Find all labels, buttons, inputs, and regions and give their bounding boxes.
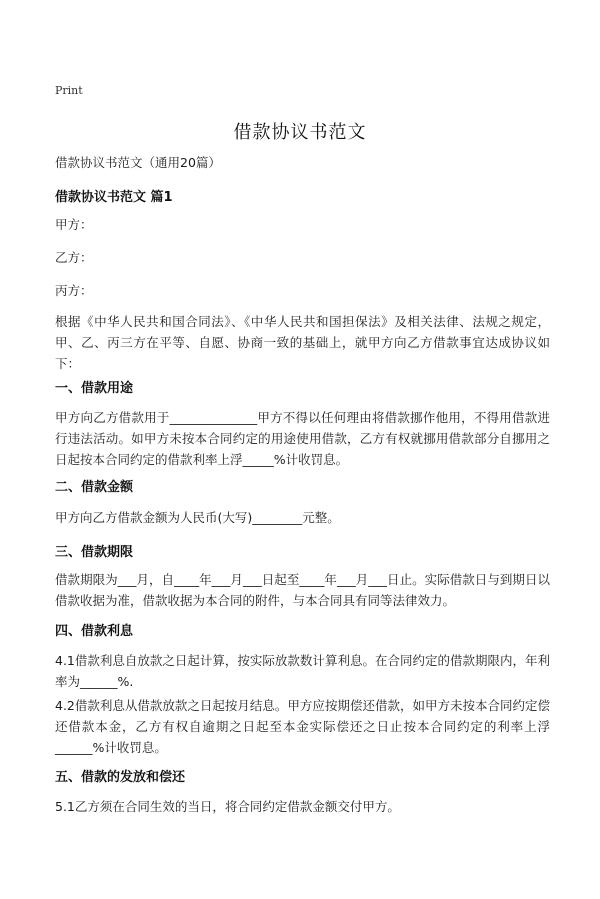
article-heading: 借款协议书范文 篇1 (55, 190, 173, 205)
intro-paragraph: 根据《中华人民共和国合同法》、《中华人民共和国担保法》及相关法律、法规之规定，甲、乙、丙三方在平等、自愿、协商一致的基础上，就甲方向乙方借款事宜达成协议如下： (55, 314, 550, 371)
section-3-heading: 三、借款期限 (55, 545, 134, 560)
party-a-line: 甲方： (55, 217, 93, 232)
party-c-line: 丙方： (55, 283, 93, 298)
print-label[interactable]: Print (55, 84, 83, 97)
section-5-text-1: 5.1乙方须在合同生效的当日，将合同约定借款金额交付甲方。 (55, 799, 400, 814)
section-2-text: 甲方向乙方借款金额为人民币(大写)________元整。 (55, 510, 340, 525)
section-3-text: 借款期限为___月，自____年___月___日起至____年___月___日止。实际借款日与到期日以借款收据为准，借款收据为本合同的附件，与本合同具有同等法律效力。 (55, 572, 550, 608)
section-4-text-2: 4.2借款利息从借款放款之日起按月结息。甲方应按期偿还借款，如甲方未按本合同约定偿还借款本金，乙方有权自逾期之日起至本金实际偿还之日止按本合同约定的利率上浮______%计收罚息。 (55, 698, 550, 755)
section-1-text: 甲方向乙方借款用于______________甲方不得以任何理由将借款挪作他用，不得用借款进行违法活动。如甲方未按本合同约定的用途使用借款，乙方有权就挪用借款部分自挪用之日起按本合同约定的借款利率上浮_____%计收罚息。 (55, 410, 550, 467)
section-5-heading: 五、借款的发放和偿还 (55, 770, 186, 785)
section-4-text-1: 4.1借款利息自放款之日起计算，按实际放款数计算利息。在合同约定的借款期限内，年利率为______%. (55, 653, 550, 689)
section-2-heading: 二、借款金额 (55, 480, 134, 495)
section-4-heading: 四、借款利息 (55, 624, 134, 639)
section-1-heading: 一、借款用途 (55, 381, 134, 396)
document-title: 借款协议书范文 (233, 122, 367, 143)
party-b-line: 乙方： (55, 250, 93, 265)
document-subtitle: 借款协议书范文（通用20篇） (55, 155, 221, 170)
